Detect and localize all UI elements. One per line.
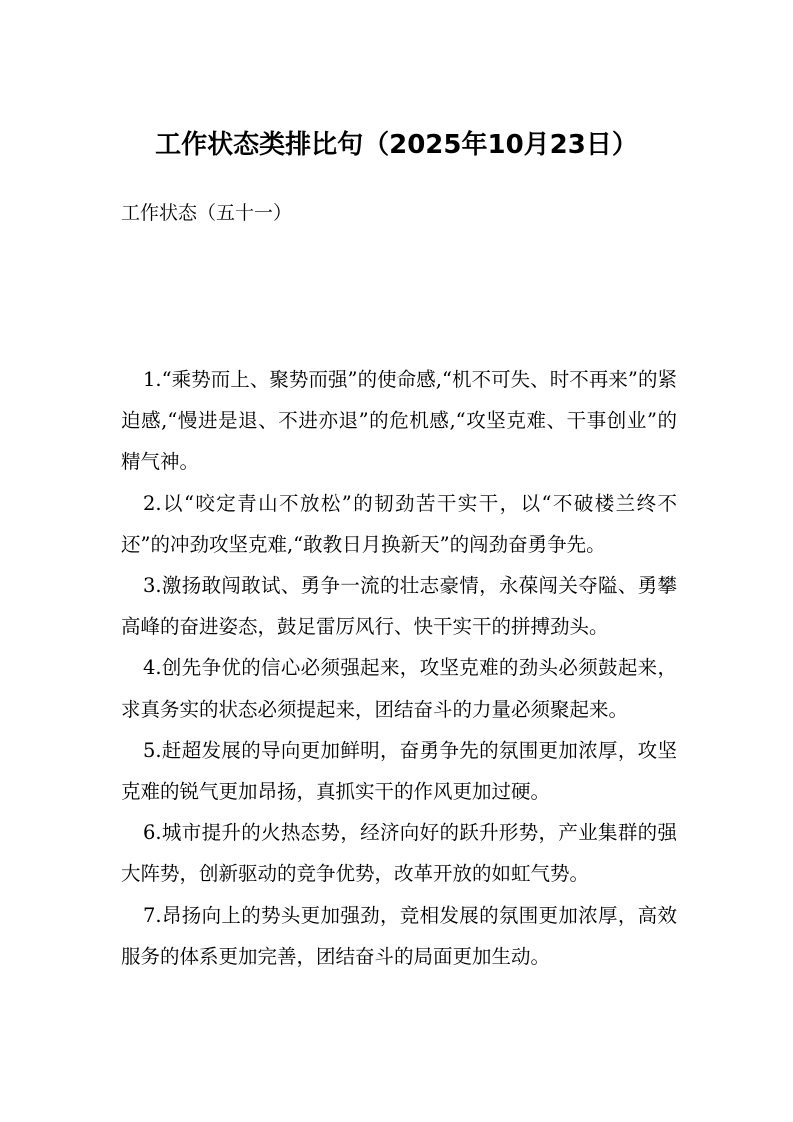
paragraph-3: 3.激扬敢闯敢试、勇争一流的壮志豪情，永葆闯关夺隘、勇攀高峰的奋进姿态，鼓足雷厉风行、快干实干的拼搏劲头。 (121, 574, 677, 639)
paragraph-1: 1.“乘势而上、聚势而强”的使命感,“机不可失、时不再来”的紧迫感,“慢进是退、不进亦退”的危机感,“攻坚克难、干事创业”的精气神。 (121, 368, 677, 474)
document-body (121, 359, 677, 977)
paragraph-4: 4.创先争优的信心必须强起来，攻坚克难的劲头必须鼓起来，求真务实的状态必须提起来，团结奋斗的力量必须聚起来。 (121, 656, 677, 721)
paragraph-5: 5.赶超发展的导向更加鲜明，奋勇争先的氛围更加浓厚，攻坚克难的锐气更加昂扬，真抓实干的作风更加过硬。 (121, 738, 677, 804)
paragraph-7: 7.昂扬向上的势头更加强劲，竞相发展的氛围更加浓厚，高效服务的体系更加完善，团结奋斗的局面更加生动。 (121, 903, 677, 968)
document-subtitle: 工作状态（五十一） (121, 202, 293, 224)
document-title: 工作状态类排比句（2025年10月23日） (155, 130, 638, 160)
paragraph-6: 6.城市提升的火热态势，经济向好的跃升形势，产业集群的强大阵势，创新驱动的竞争优势，改革开放的如虹气势。 (121, 821, 677, 886)
paragraph-2: 2.以“咬定青山不放松”的韧劲苦干实干，以“不破楼兰终不还”的冲劲攻坚克难,“敢教日月换新天”的闯劲奋勇争先。 (121, 491, 677, 556)
